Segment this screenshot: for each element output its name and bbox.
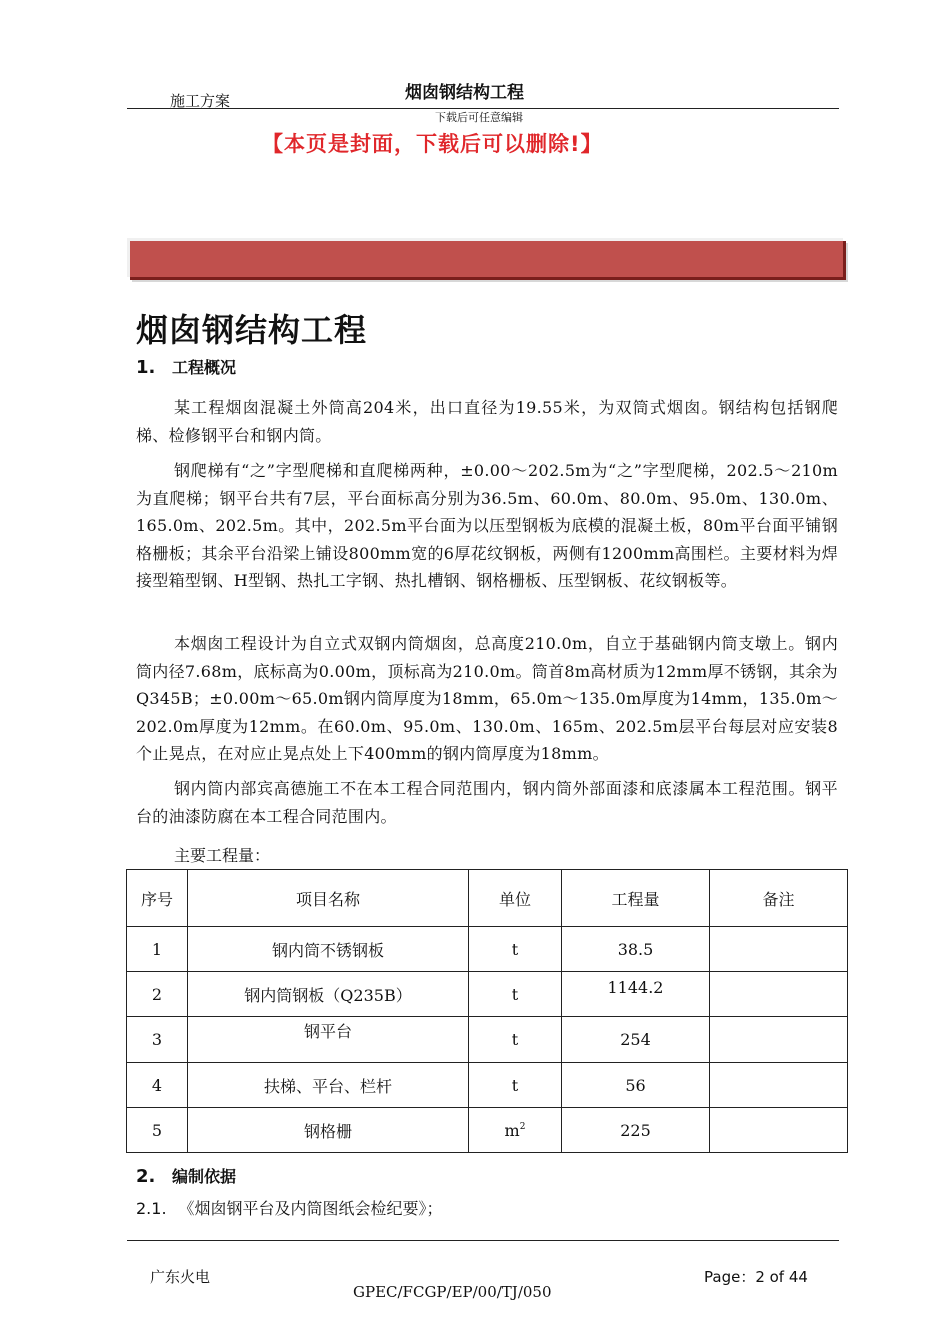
cell-no: 5	[127, 1108, 188, 1153]
quantities-table	[126, 869, 848, 1153]
cell-no: 4	[127, 1063, 188, 1108]
cell-unit: t	[469, 972, 562, 1017]
cover-notice: 【本页是封面，下载后可以删除!】	[262, 132, 603, 156]
cell-note	[710, 972, 848, 1017]
reference-text: 《烟囱钢平台及内筒图纸会检纪要》；	[178, 1199, 443, 1218]
section-2-number: 2.	[136, 1166, 156, 1187]
cell-qty: 56	[562, 1063, 710, 1108]
cell-name: 钢内筒钢板（Q235B）	[188, 972, 469, 1017]
cell-note	[710, 1063, 848, 1108]
header-left-label: 施工方案	[170, 92, 231, 110]
title-banner	[127, 238, 843, 277]
section-1-number: 1.	[136, 357, 156, 378]
unit-text: m	[504, 1120, 520, 1140]
table-label: 主要工程量：	[174, 846, 271, 865]
cell-no: 2	[127, 972, 188, 1017]
col-header-name: 项目名称	[188, 870, 469, 927]
header-subtitle: 下载后可任意编辑	[435, 111, 523, 124]
cell-qty: 225	[562, 1108, 710, 1153]
col-header-no: 序号	[127, 870, 188, 927]
paragraph-4: 钢内筒内部宾高德施工不在本工程合同范围内，钢内筒外部面漆和底漆属本工程范围。钢平台的油漆防腐在本工程合同范围内。	[136, 779, 838, 826]
paragraph-3: 本烟囱工程设计为自立式双钢内筒烟囱，总高度210.0m，自立于基础钢内筒支墩上。钢内筒内径7.68m，底标高为0.00m，顶标高为210.0m。筒首8m高材质为12mm厚不锈钢，其余为Q345B；±0.00m～65.0m钢内筒厚度为18mm，65.0m～135.0m厚度为14mm，135.0m～202.0m厚度为12mm。在60.0m、95.0m、130.0m、165m、202.5m层平台每层对应安装8个止晃点，在对应止晃点处上下400mm的钢内筒厚度为18mm。	[136, 634, 838, 763]
reference-number: 2.1.	[136, 1199, 167, 1218]
footer-rule	[127, 1240, 839, 1241]
table-header-row	[127, 870, 848, 927]
table-row	[127, 1108, 848, 1153]
section-2-heading	[136, 1164, 236, 1187]
cell-no: 1	[127, 927, 188, 972]
cell-qty: 1144.2	[562, 972, 710, 1017]
cell-name: 钢内筒不锈钢板	[188, 927, 469, 972]
cell-note	[710, 1017, 848, 1063]
table-row	[127, 972, 848, 1017]
header-title: 烟囱钢结构工程	[405, 83, 524, 103]
document-title: 烟囱钢结构工程	[136, 311, 368, 349]
col-header-qty: 工程量	[562, 870, 710, 927]
footer-page-number: Page：2 of 44	[704, 1268, 808, 1286]
cell-no: 3	[127, 1017, 188, 1063]
footer-company: 广东火电	[150, 1268, 211, 1286]
cell-qty: 38.5	[562, 927, 710, 972]
cell-unit: t	[469, 1017, 562, 1063]
cell-qty: 254	[562, 1017, 710, 1063]
col-header-note: 备注	[710, 870, 848, 927]
table-row	[127, 1063, 848, 1108]
cell-name: 扶梯、平台、栏杆	[188, 1063, 469, 1108]
paragraph-1: 某工程烟囱混凝土外筒高204米，出口直径为19.55米，为双筒式烟囱。钢结构包括钢爬梯、检修钢平台和钢内筒。	[136, 398, 838, 445]
reference-item	[136, 1196, 443, 1219]
footer-document-code: GPEC/FCGP/EP/00/TJ/050	[353, 1283, 552, 1301]
paragraph-2: 钢爬梯有“之”字型爬梯和直爬梯两种，±0.00～202.5m为“之”字型爬梯，202.5～210m为直爬梯；钢平台共有7层，平台面标高分别为36.5m、60.0m、80.0m、95.0m、130.0m、165.0m、202.5m。其中，202.5m平台面为以压型钢板为底模的混凝土板，80m平台面平铺钢格栅板；其余平台沿梁上铺设800mm宽的6厚花纹钢板，两侧有1200mm高围栏。主要材料为焊接型箱型钢、H型钢、热扎工字钢、热扎槽钢、钢格栅板、压型钢板、花纹钢板等。	[136, 461, 838, 590]
cell-unit: t	[469, 927, 562, 972]
cell-name: 钢平台	[188, 1017, 469, 1063]
unit-superscript: 2	[519, 1121, 526, 1132]
cell-note	[710, 1108, 848, 1153]
cell-unit	[469, 1108, 562, 1153]
cell-note	[710, 927, 848, 972]
table-row	[127, 1017, 848, 1063]
cell-name: 钢格栅	[188, 1108, 469, 1153]
section-2-title: 编制依据	[172, 1167, 237, 1186]
section-1-title: 工程概况	[172, 358, 237, 377]
cell-unit: t	[469, 1063, 562, 1108]
table-row	[127, 927, 848, 972]
col-header-unit: 单位	[469, 870, 562, 927]
section-1-heading	[136, 355, 236, 378]
